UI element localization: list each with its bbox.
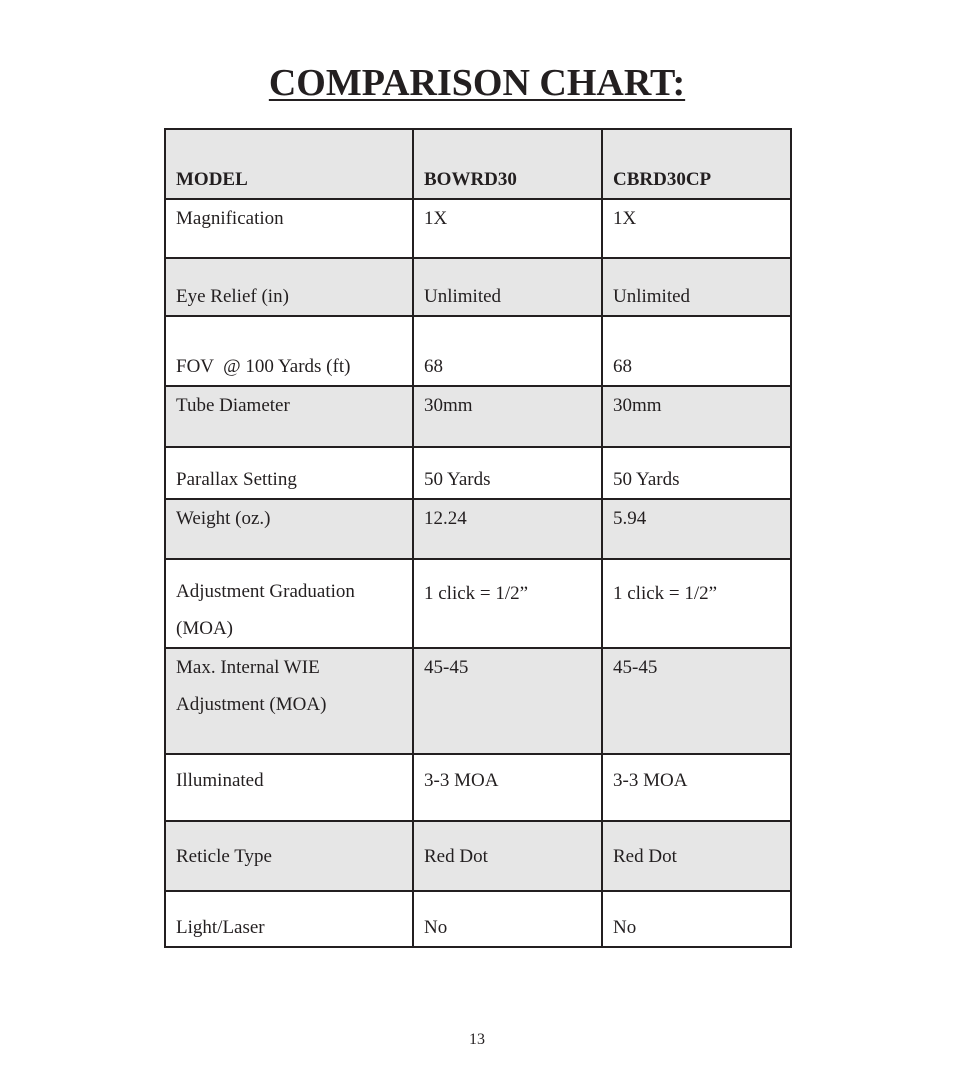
table-row-adjustment-graduation bbox=[165, 559, 791, 648]
row-label-line1: Adjustment Graduation bbox=[176, 581, 355, 602]
row-value-cbrd30cp: 50 Yards bbox=[602, 447, 791, 499]
row-value-cbrd30cp: 68 bbox=[602, 316, 791, 386]
row-value-bowrd30: No bbox=[413, 891, 602, 947]
row-value-cbrd30cp: No bbox=[602, 891, 791, 947]
row-value-bowrd30: Unlimited bbox=[413, 258, 602, 316]
page-number: 13 bbox=[469, 1031, 485, 1048]
table-row-max-internal-adjustment bbox=[165, 648, 791, 754]
table-row-weight bbox=[165, 499, 791, 559]
row-value-cbrd30cp: Red Dot bbox=[602, 821, 791, 891]
row-label: Weight (oz.) bbox=[165, 499, 413, 559]
row-label: Light/Laser bbox=[165, 891, 413, 947]
row-label: Illuminated bbox=[165, 754, 413, 821]
comparison-table bbox=[164, 128, 792, 948]
row-value-bowrd30: 45-45 bbox=[413, 648, 602, 754]
row-value-bowrd30: 50 Yards bbox=[413, 447, 602, 499]
table-row-magnification bbox=[165, 199, 791, 258]
header-model: MODEL bbox=[165, 129, 413, 199]
row-label: Magnification bbox=[165, 199, 413, 258]
row-value-text: 1 click = 1/2” bbox=[424, 583, 529, 604]
row-value-cbrd30cp: 45-45 bbox=[602, 648, 791, 754]
header-cbrd30cp: CBRD30CP bbox=[602, 129, 791, 199]
row-label-line2: (MOA) bbox=[176, 618, 233, 639]
row-label-line2: Adjustment (MOA) bbox=[176, 694, 327, 715]
row-label: Parallax Setting bbox=[165, 447, 413, 499]
row-label: FOV @ 100 Yards (ft) bbox=[165, 316, 413, 386]
table-row-light-laser bbox=[165, 891, 791, 947]
table-header-row bbox=[165, 129, 791, 199]
row-label-line1: Max. Internal WIE bbox=[176, 657, 320, 678]
table-row-reticle-type bbox=[165, 821, 791, 891]
row-label: Eye Relief (in) bbox=[165, 258, 413, 316]
row-value-cbrd30cp: 3-3 MOA bbox=[602, 754, 791, 821]
row-value-bowrd30: 30mm bbox=[413, 386, 602, 447]
row-label bbox=[165, 648, 413, 754]
table-row-eye-relief bbox=[165, 258, 791, 316]
table-row-parallax bbox=[165, 447, 791, 499]
row-label bbox=[165, 559, 413, 648]
row-label: Reticle Type bbox=[165, 821, 413, 891]
row-value-bowrd30 bbox=[413, 559, 602, 648]
row-value-cbrd30cp: 5.94 bbox=[602, 499, 791, 559]
row-value-cbrd30cp: Unlimited bbox=[602, 258, 791, 316]
row-value-bowrd30: 12.24 bbox=[413, 499, 602, 559]
table-row-tube-diameter bbox=[165, 386, 791, 447]
row-value-bowrd30: 1X bbox=[413, 199, 602, 258]
row-label: Tube Diameter bbox=[165, 386, 413, 447]
row-value-bowrd30: Red Dot bbox=[413, 821, 602, 891]
row-value-cbrd30cp bbox=[602, 559, 791, 648]
header-bowrd30: BOWRD30 bbox=[413, 129, 602, 199]
row-value-text: 1 click = 1/2” bbox=[613, 583, 718, 604]
table-row-illuminated bbox=[165, 754, 791, 821]
table-row-fov bbox=[165, 316, 791, 386]
row-value-bowrd30: 3-3 MOA bbox=[413, 754, 602, 821]
row-value-cbrd30cp: 1X bbox=[602, 199, 791, 258]
page-title: COMPARISON CHART: bbox=[268, 62, 686, 104]
row-value-bowrd30: 68 bbox=[413, 316, 602, 386]
row-value-cbrd30cp: 30mm bbox=[602, 386, 791, 447]
